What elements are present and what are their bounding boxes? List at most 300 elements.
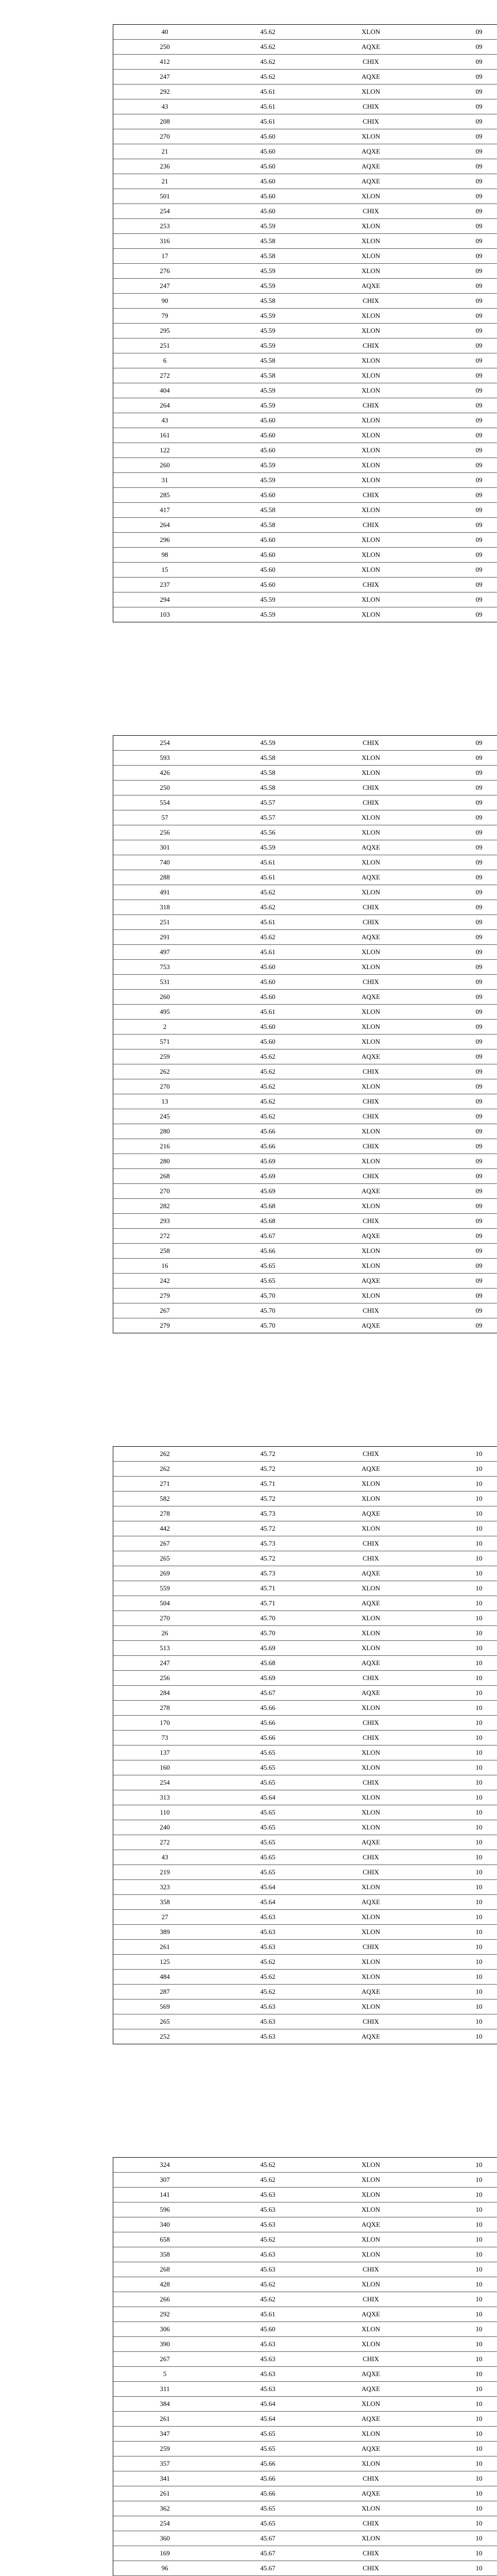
price-cell: 45.60 — [216, 428, 319, 443]
venue-cell: XLON — [319, 1970, 422, 1985]
venue-cell: AQXE — [319, 870, 422, 885]
volume-cell: 253 — [113, 219, 216, 234]
time-cell: 10 — [422, 1566, 497, 1581]
volume-cell: 141 — [113, 2188, 216, 2202]
table-row — [113, 533, 497, 548]
volume-cell: 122 — [113, 443, 216, 458]
venue-cell: XLON — [319, 2531, 422, 2546]
table-row — [113, 1094, 497, 1109]
volume-cell: 296 — [113, 533, 216, 548]
time-cell: 10 — [422, 1805, 497, 1820]
time-cell: 09 — [422, 1244, 497, 1259]
time-cell: 09 — [422, 1064, 497, 1079]
time-cell: 10 — [422, 2427, 497, 2442]
venue-cell: XLON — [319, 1154, 422, 1169]
volume-cell: 389 — [113, 1925, 216, 1940]
table-row — [113, 840, 497, 855]
table-row — [113, 84, 497, 99]
volume-cell: 504 — [113, 1596, 216, 1611]
table-row — [113, 234, 497, 249]
table-row — [113, 1184, 497, 1199]
table-row — [113, 1701, 497, 1716]
volume-cell: 278 — [113, 1506, 216, 1521]
venue-cell: XLON — [319, 1805, 422, 1820]
time-cell: 09 — [422, 294, 497, 309]
price-cell: 45.62 — [216, 40, 319, 55]
time-cell: 10 — [422, 2202, 497, 2217]
volume-cell: 260 — [113, 458, 216, 473]
volume-cell: 360 — [113, 2531, 216, 2546]
venue-cell: CHIX — [319, 1169, 422, 1184]
price-cell: 45.70 — [216, 1303, 319, 1318]
time-cell: 09 — [422, 795, 497, 810]
volume-cell: 278 — [113, 1701, 216, 1716]
venue-cell: XLON — [319, 428, 422, 443]
volume-cell: 291 — [113, 930, 216, 945]
table-row — [113, 975, 497, 990]
venue-cell: XLON — [319, 2322, 422, 2337]
price-cell: 45.72 — [216, 1492, 319, 1506]
price-cell: 45.61 — [216, 945, 319, 960]
time-cell: 10 — [422, 2486, 497, 2501]
venue-cell: XLON — [319, 1760, 422, 1775]
price-cell: 45.60 — [216, 159, 319, 174]
volume-cell: 26 — [113, 1626, 216, 1641]
time-cell: 10 — [422, 1477, 497, 1492]
price-cell: 45.66 — [216, 1731, 319, 1745]
venue-cell: AQXE — [361, 1321, 381, 1329]
price-cell: 45.66 — [216, 1124, 319, 1139]
venue-cell: XLON — [319, 563, 422, 578]
price-cell: 45.62 — [216, 2277, 319, 2292]
time-cell: 09 — [422, 781, 497, 795]
volume-cell: 43 — [113, 1850, 216, 1865]
time-cell: 09 — [422, 458, 497, 473]
venue-cell: XLON — [319, 383, 422, 398]
volume-cell: 569 — [113, 1999, 216, 2014]
venue-cell: CHIX — [319, 99, 422, 114]
volume-cell: 79 — [113, 309, 216, 324]
venue-cell: CHIX — [319, 781, 422, 795]
volume-cell: 268 — [113, 1169, 216, 1184]
venue-cell: CHIX — [319, 975, 422, 990]
trade-table-4 — [113, 2157, 497, 2576]
price-cell: 45.67 — [216, 2546, 319, 2561]
table-row — [113, 503, 497, 518]
time-cell: 09 — [422, 1274, 497, 1289]
volume-cell: 2 — [113, 1020, 216, 1035]
volume-cell: 362 — [113, 2501, 216, 2516]
price-cell: 45.69 — [216, 1671, 319, 1686]
venue-cell: CHIX — [319, 488, 422, 503]
volume-cell: 554 — [113, 795, 216, 810]
table-row — [113, 2322, 497, 2337]
time-cell: 10 — [422, 1940, 497, 1955]
time-cell: 09 — [422, 1169, 497, 1184]
time-cell: 09 — [422, 915, 497, 930]
venue-cell: XLON — [319, 84, 422, 99]
table-row — [113, 1790, 497, 1805]
venue-cell: XLON — [361, 611, 381, 618]
price-cell: 45.63 — [216, 2217, 319, 2232]
price-cell: 45.65 — [216, 2427, 319, 2442]
table-row — [113, 2217, 497, 2232]
table-row — [113, 1274, 497, 1289]
time-cell: 09 — [422, 1184, 497, 1199]
venue-cell: XLON — [319, 473, 422, 488]
table-row — [113, 1686, 497, 1701]
volume-cell: 267 — [113, 2352, 216, 2367]
table-row — [113, 2456, 497, 2471]
time-cell: 10 — [422, 2456, 497, 2471]
table-row — [113, 781, 497, 795]
time-cell: 09 — [422, 503, 497, 518]
table-row — [113, 1214, 497, 1229]
time-cell: 09 — [422, 518, 497, 533]
table-row — [113, 2442, 497, 2456]
price-cell: 45.66 — [216, 2486, 319, 2501]
table-row — [113, 458, 497, 473]
time-cell: 09 — [422, 249, 497, 264]
price-cell: 45.66 — [216, 1716, 319, 1731]
volume-cell: 428 — [113, 2277, 216, 2292]
price-cell: 45.68 — [216, 1656, 319, 1671]
time-cell: 09 — [422, 1229, 497, 1244]
volume-cell: 17 — [113, 249, 216, 264]
table-row — [113, 1566, 497, 1581]
table-row — [113, 2516, 497, 2531]
price-cell: 45.57 — [216, 810, 319, 825]
time-cell: 09 — [422, 174, 497, 189]
table-row — [113, 2471, 497, 2486]
venue-cell: CHIX — [319, 1536, 422, 1551]
table-row — [113, 2531, 497, 2546]
volume-cell: 265 — [113, 2014, 216, 2029]
price-cell: 45.57 — [216, 795, 319, 810]
price-cell: 45.60 — [216, 443, 319, 458]
volume-cell: 13 — [113, 1094, 216, 1109]
venue-cell: CHIX — [319, 1094, 422, 1109]
volume-cell: 341 — [113, 2471, 216, 2486]
time-cell: 09 — [422, 279, 497, 294]
price-cell: 45.64 — [216, 1880, 319, 1895]
price-cell: 45.63 — [216, 2188, 319, 2202]
price-cell: 45.72 — [216, 1447, 319, 1462]
table-row — [113, 1462, 497, 1477]
time-cell: 10 — [422, 2352, 497, 2367]
table-row — [113, 810, 497, 825]
time-cell: 09 — [422, 1199, 497, 1214]
venue-cell: CHIX — [319, 2262, 422, 2277]
price-cell: 45.61 — [216, 99, 319, 114]
volume-cell: 340 — [113, 2217, 216, 2232]
price-cell: 45.66 — [216, 1701, 319, 1716]
time-cell: 10 — [422, 1910, 497, 1925]
price-cell: 45.64 — [216, 2412, 319, 2427]
venue-cell: XLON — [319, 2202, 422, 2217]
price-cell: 45.62 — [216, 885, 319, 900]
volume-cell: 491 — [113, 885, 216, 900]
venue-cell: CHIX — [319, 915, 422, 930]
time-cell: 10 — [422, 1835, 497, 1850]
volume-cell: 495 — [113, 1005, 216, 1020]
time-cell: 10 — [422, 1462, 497, 1477]
time-cell: 09 — [422, 189, 497, 204]
time-cell: 09 — [422, 1139, 497, 1154]
time-cell: 10 — [422, 2337, 497, 2352]
time-cell: 09 — [422, 428, 497, 443]
table-row — [113, 930, 497, 945]
time-cell: 10 — [422, 2322, 497, 2337]
volume-cell: 21 — [113, 144, 216, 159]
time-cell: 10 — [422, 2367, 497, 2382]
time-cell: 10 — [422, 1611, 497, 1626]
price-cell: 45.65 — [216, 1820, 319, 1835]
volume-cell: 740 — [113, 855, 216, 870]
time-cell: 10 — [422, 2217, 497, 2232]
table-row — [113, 825, 497, 840]
price-cell: 45.66 — [216, 1244, 319, 1259]
venue-cell: AQXE — [319, 930, 422, 945]
volume-cell: 306 — [113, 2322, 216, 2337]
volume-cell: 31 — [113, 473, 216, 488]
time-cell: 09 — [422, 1124, 497, 1139]
venue-cell: XLON — [319, 2456, 422, 2471]
price-cell: 45.59 — [216, 309, 319, 324]
time-cell: 09 — [422, 1035, 497, 1049]
price-cell: 45.58 — [216, 294, 319, 309]
time-cell: 10 — [422, 1506, 497, 1521]
volume-cell: 294 — [113, 592, 216, 607]
table-row — [113, 1865, 497, 1880]
table-row — [113, 2337, 497, 2352]
time-cell: 09 — [422, 368, 497, 383]
venue-cell: AQXE — [319, 2486, 422, 2501]
time-cell: 10 — [422, 1999, 497, 2014]
price-cell: 45.65 — [216, 1775, 319, 1790]
table-row — [113, 1139, 497, 1154]
volume-cell: 288 — [113, 870, 216, 885]
volume-cell: 531 — [113, 975, 216, 990]
table-row — [113, 795, 497, 810]
price-cell: 45.63 — [216, 2352, 319, 2367]
time-cell: 10 — [422, 1551, 497, 1566]
table-row — [113, 1020, 497, 1035]
price-cell: 45.67 — [216, 1229, 319, 1244]
table-row — [113, 2188, 497, 2202]
table-row — [113, 2501, 497, 2516]
price-cell: 45.62 — [216, 930, 319, 945]
venue-cell: XLON — [319, 825, 422, 840]
time-cell: 10 — [422, 2382, 497, 2397]
table-row — [113, 1079, 497, 1094]
time-cell: 09 — [422, 324, 497, 338]
time-cell: 10 — [422, 1447, 497, 1462]
table-row — [113, 1820, 497, 1835]
price-cell: 45.66 — [216, 2456, 319, 2471]
venue-cell: XLON — [319, 2247, 422, 2262]
table-row — [113, 1005, 497, 1020]
volume-cell: 571 — [113, 1035, 216, 1049]
volume-cell: 236 — [113, 159, 216, 174]
time-cell: 10 — [422, 1536, 497, 1551]
table-row — [113, 368, 497, 383]
time-cell: 09 — [422, 1214, 497, 1229]
volume-cell: 279 — [113, 1289, 216, 1303]
volume-cell: 266 — [113, 2292, 216, 2307]
venue-cell: XLON — [319, 533, 422, 548]
venue-cell: XLON — [319, 1492, 422, 1506]
table-row — [113, 607, 497, 622]
table-row — [113, 2382, 497, 2397]
table-row — [113, 2546, 497, 2561]
venue-cell: AQXE — [319, 1274, 422, 1289]
time-cell: 09 — [422, 533, 497, 548]
price-cell: 45.56 — [216, 825, 319, 840]
time-cell: 09 — [422, 592, 497, 607]
table-row — [113, 518, 497, 533]
volume-cell: 282 — [113, 1199, 216, 1214]
volume-cell: 318 — [113, 900, 216, 915]
time-cell: 09 — [422, 900, 497, 915]
price-cell: 45.68 — [216, 1214, 319, 1229]
price-cell: 45.67 — [216, 1686, 319, 1701]
price-cell: 45.59 — [216, 219, 319, 234]
table-row — [113, 1835, 497, 1850]
venue-cell: CHIX — [319, 1850, 422, 1865]
price-cell: 45.65 — [216, 1865, 319, 1880]
table-body — [113, 1447, 497, 2044]
time-cell: 09 — [422, 25, 497, 40]
price-cell: 45.61 — [216, 870, 319, 885]
price-cell: 45.69 — [216, 1154, 319, 1169]
venue-cell: XLON — [319, 1124, 422, 1139]
price-cell: 45.63 — [216, 2202, 319, 2217]
price-cell: 45.62 — [216, 900, 319, 915]
table-row — [113, 1506, 497, 1521]
venue-cell: XLON — [319, 1925, 422, 1940]
time-cell: 10 — [422, 1925, 497, 1940]
volume-cell: 169 — [113, 2546, 216, 2561]
venue-cell: AQXE — [319, 279, 422, 294]
venue-cell: XLON — [319, 885, 422, 900]
time-cell: 10 — [422, 1686, 497, 1701]
venue-cell: CHIX — [319, 1731, 422, 1745]
table-row — [113, 249, 497, 264]
venue-cell: XLON — [319, 592, 422, 607]
time-cell: 09 — [422, 473, 497, 488]
table-row — [113, 1626, 497, 1641]
volume-cell: 43 — [113, 99, 216, 114]
table-row — [113, 2412, 497, 2427]
price-cell: 45.63 — [216, 1925, 319, 1940]
venue-cell: AQXE — [319, 2367, 422, 2382]
table-row — [113, 900, 497, 915]
table-row — [113, 204, 497, 219]
venue-cell: XLON — [319, 766, 422, 781]
venue-cell: XLON — [319, 1701, 422, 1716]
volume-cell: 245 — [113, 1109, 216, 1124]
table-row — [113, 1303, 497, 1318]
volume-cell: 267 — [113, 1303, 216, 1318]
price-cell: 45.63 — [260, 2032, 276, 2040]
time-cell: 09 — [422, 548, 497, 563]
time-cell: 10 — [422, 1716, 497, 1731]
volume-cell: 254 — [113, 204, 216, 219]
table-row — [113, 592, 497, 607]
venue-cell: XLON — [319, 2397, 422, 2412]
time-cell: 09 — [422, 885, 497, 900]
table-row — [113, 2232, 497, 2247]
price-cell: 45.71 — [216, 1477, 319, 1492]
volume-cell: 21 — [113, 174, 216, 189]
venue-cell: XLON — [319, 1641, 422, 1656]
venue-cell: XLON — [319, 25, 422, 40]
time-cell: 10 — [422, 1626, 497, 1641]
price-cell: 45.62 — [216, 1985, 319, 1999]
price-cell: 45.60 — [216, 488, 319, 503]
venue-cell: AQXE — [361, 2032, 381, 2040]
venue-cell: AQXE — [319, 1835, 422, 1850]
time-cell: 10 — [422, 2188, 497, 2202]
time-cell: 09 — [422, 751, 497, 766]
table-row — [113, 40, 497, 55]
table-row — [113, 55, 497, 70]
volume-cell: 442 — [113, 1521, 216, 1536]
price-cell: 45.69 — [216, 1641, 319, 1656]
volume-cell: 103 — [160, 611, 170, 618]
price-cell: 45.60 — [216, 204, 319, 219]
price-cell: 45.73 — [216, 1506, 319, 1521]
volume-cell: 251 — [113, 915, 216, 930]
price-cell: 45.72 — [216, 1521, 319, 1536]
time-cell: 09 — [422, 99, 497, 114]
table-row — [113, 428, 497, 443]
price-cell: 45.59 — [216, 279, 319, 294]
venue-cell: AQXE — [319, 1656, 422, 1671]
time-cell: 10 — [422, 2397, 497, 2412]
time-cell: 10 — [422, 2531, 497, 2546]
price-cell: 45.59 — [260, 611, 276, 618]
venue-cell: CHIX — [319, 1551, 422, 1566]
price-cell: 45.62 — [216, 1049, 319, 1064]
venue-cell: XLON — [319, 413, 422, 428]
time-cell: 09 — [422, 383, 497, 398]
volume-cell: 216 — [113, 1139, 216, 1154]
volume-cell: 260 — [113, 990, 216, 1005]
time-cell: 10 — [422, 2307, 497, 2322]
table-row — [113, 1999, 497, 2014]
table-row — [113, 219, 497, 234]
venue-cell: CHIX — [319, 398, 422, 413]
volume-cell: 358 — [113, 2247, 216, 2262]
volume-cell: 261 — [113, 2486, 216, 2501]
venue-cell: XLON — [319, 1259, 422, 1274]
volume-cell: 256 — [113, 1671, 216, 1686]
venue-cell: AQXE — [319, 1049, 422, 1064]
price-cell: 45.64 — [216, 2397, 319, 2412]
volume-cell: 270 — [113, 129, 216, 144]
venue-cell: CHIX — [319, 1303, 422, 1318]
time-cell: 10 — [422, 2014, 497, 2029]
price-cell: 45.62 — [216, 2173, 319, 2188]
venue-cell: CHIX — [319, 518, 422, 533]
table-row — [113, 870, 497, 885]
venue-cell: CHIX — [319, 55, 422, 70]
venue-cell: XLON — [319, 2188, 422, 2202]
venue-cell: XLON — [319, 855, 422, 870]
price-cell: 45.65 — [216, 1805, 319, 1820]
